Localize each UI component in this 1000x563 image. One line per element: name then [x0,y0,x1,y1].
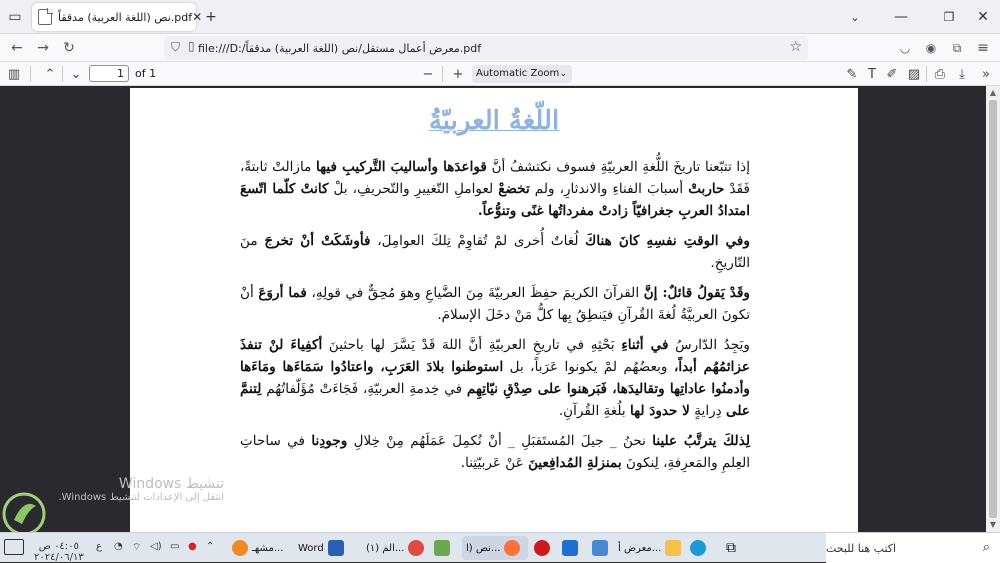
volume-icon[interactable]: ◁) [150,541,162,552]
page-count-label: of 1 [135,67,157,80]
text-run: ويَجِدُ الدّارسُ [668,337,751,353]
document-paragraph [240,430,750,474]
bookmark-star-icon[interactable]: ☆ [789,39,802,55]
document-paragraph [240,156,750,222]
scroll-down-icon[interactable]: ▼ [989,520,997,529]
back-icon[interactable]: ← [11,40,23,56]
paint-icon[interactable] [434,536,454,560]
antivirus-icon[interactable]: ● [188,541,197,552]
app-icon [232,540,248,556]
text-run: نحنُ _ جيلَ المُستَقبَلِ _ أنْ نُكمِلَ عَمَلَهُم مِنْ خِلالِ [347,433,653,449]
opera-icon[interactable] [534,536,554,560]
bold-text-run: أكفِياءَ لنْ تنفذَ عزائمُهُم أبداً، [240,337,750,375]
tab-title: نص (اللغة العربية) مدققاً.pdf [58,10,193,24]
tab-list-icon[interactable]: ▭ [8,9,22,25]
taskbar-search[interactable] [826,533,1000,563]
app-menu-icon[interactable]: ≡ [977,40,989,56]
app-icon [592,540,608,556]
activation-subtitle: انتقل إلى الإعدادات لتنشيط Windows. [58,492,224,503]
text-run: وبعضُهُم لمْ يكونوا عَرَباً، بل [503,359,674,375]
document-body [240,156,750,482]
account-icon[interactable]: ◉ [925,41,937,55]
bold-text-run: وفي الوقتِ نفسِهِ كانَ هناكَ [585,233,750,249]
clock[interactable] [34,541,84,563]
task-view-icon[interactable]: ⧉ [726,540,736,556]
chevron-down-icon: ⌄ [559,69,567,79]
forward-icon[interactable]: → [37,40,49,56]
bold-text-run: لا حدودَ لها [630,403,690,419]
bold-text-run: لِذلكَ يترتَّبُ علينا [652,433,750,449]
pdf-file-icon [38,9,52,25]
bold-text-run: وجودِنا [311,433,348,449]
taskbar-app-5[interactable] [232,536,283,560]
edge-icon[interactable] [690,536,710,560]
document-paragraph [240,282,750,326]
document-title: اللّغةُ العربيّةُ [428,106,560,136]
vertical-scrollbar[interactable] [986,86,1000,532]
text-run: أسبابَ الفناءِ والاندثارِ، ولم [529,181,689,197]
search-icon: ⌕ [982,540,990,555]
taskbar-app-label: (١) الم... [366,542,405,554]
text-run: لُغاتٌ أُخرى لمْ تُقاوِمْ تِلكَ العوامِلَ، [370,233,586,249]
text-run: دِرايةٍ [689,403,727,419]
browser-tab[interactable] [32,3,203,31]
store-icon[interactable] [592,536,612,560]
close-tab-icon[interactable]: ✕ [192,10,203,24]
taskbar-app-label: نص (ا... [466,542,501,554]
reload-icon[interactable]: ↻ [63,40,75,56]
print-icon[interactable]: ⎙ [934,66,946,82]
text-run: مازالتْ ثابتةً، فَقَدْ [240,159,750,197]
text-tool-icon[interactable]: T [868,66,876,82]
app-icon [690,540,706,556]
taskbar-explorer[interactable] [618,536,685,560]
mail-icon[interactable] [562,536,582,560]
bold-text-run: كانتْ كلّما اتّسعَ امتدادُ العربِ جغرافيّاً زادتْ مفرداتُها غنًى وتنوُّعاً. [240,181,750,219]
bold-text-run: بمنزلةِ المُدافِعينَ [528,455,622,471]
pocket-icon[interactable]: ◡ [899,41,911,55]
list-all-tabs-icon[interactable]: ⌄ [850,10,860,24]
text-run: إذا تتبّعنا تاريخَ اللُّغةِ العربيّةِ فسوف نكتشفُ أنَّ [486,159,750,175]
bold-text-run: تخضعْ [498,181,530,197]
windows-taskbar [0,532,1000,562]
bold-text-run: فما أروَعَ [258,285,307,301]
activation-title: تنشيط Windows [118,476,224,492]
watermark-logo-icon [0,490,50,534]
shield-icon[interactable]: ⛉ [171,40,181,54]
zoom-value: Automatic Zoom [476,68,560,79]
draw-icon[interactable]: ✐ [886,66,898,82]
word-icon [328,540,344,556]
save-icon[interactable]: ⤓ [959,66,965,82]
folder-icon [665,540,681,556]
next-page-icon[interactable]: ⌄ [70,66,82,82]
bold-text-run: استوطنوا بلادَ العَرَبِ، واعتادُوا سَمَاءَها ومَاءَها وأدمنُوا عاداتِها وتقاليدَها، فَبَرهنوا على صِدْقِ نيّاتِهِم [240,359,750,397]
bold-text-run: قواعدَها وأساليبَ التَّركيبِ فيها [316,159,487,175]
taskbar-app-label: معرض أ... [618,542,662,554]
taskbar-app-label: Word [298,542,324,554]
app-icon [562,540,578,556]
zoom-select[interactable] [472,65,572,83]
clock-date: ٢٠٢٤/٠٦/١٣ [34,552,84,563]
page-icon: ▯ [188,39,195,53]
windows-activation-notice [50,476,224,503]
firefox-icon [504,540,520,556]
search-placeholder: اكتب هنا للبحث [826,541,897,555]
more-tools-icon[interactable]: » [982,66,990,82]
taskbar-app-3[interactable] [366,536,428,560]
navigation-bar [0,34,1000,62]
previous-page-icon[interactable]: ⌃ [44,66,56,82]
wifi-icon[interactable]: ⌔ [132,542,142,553]
zoom-in-icon[interactable]: + [452,66,464,82]
text-run: بلُغةِ القُرآنِ. [558,403,630,419]
image-icon[interactable]: ▨ [907,66,921,82]
bold-text-run: لِتنمَّ على [240,381,750,419]
highlight-icon[interactable]: ✎ [846,66,858,82]
bold-text-run: وقَدْ يَقولُ قائلٌ: إنَّ [643,285,751,301]
input-language-indicator[interactable]: ع [96,541,102,552]
browser-tab-strip [0,0,1000,34]
restore-button[interactable]: ❐ [943,10,955,24]
app-icon [534,540,550,556]
bold-text-run: فأوشَكَتْ أنْ تخرجَ [264,233,371,249]
battery-icon[interactable]: ▭ [170,541,180,552]
document-paragraph [240,334,750,422]
network-icon[interactable]: ◔ [114,541,123,552]
text-run: بَحْثِهِ في تاريخِ العربيّةِ أنَّ اللهَ قَدْ يَسَّرَ لها باحثينَ [322,337,622,353]
scroll-thumb[interactable] [989,100,997,518]
pdf-toolbar [0,62,1000,86]
document-paragraph [240,230,750,274]
text-run: منَ التّاريخِ. [240,233,750,271]
text-run: لعواملِ التّغييرِ والتّحريفِ، بلْ [328,181,499,197]
taskbar-firefox[interactable] [462,536,528,560]
clock-time: ٠٤:٠٥ ص [38,541,79,552]
show-hidden-icons[interactable]: ⌃ [206,541,215,552]
text-run: في خِدمةِ العربيّةِ، فَجَاءَتْ مُؤَلّفاتُهُم [261,381,467,397]
sidebar-toggle-icon[interactable]: ▥ [7,66,21,82]
text-run: عَنْ عَربيّتِنا. [460,455,529,471]
bold-text-run: حاربتْ [688,181,725,197]
minimize-button[interactable]: — [894,9,908,25]
chrome-icon [408,540,424,556]
text-run: أنْ تكونَ العربيَّةُ لُغةَ القُرآنِ فيَنطِقُ بِها كلُّ مَنْ دخَلَ الإسلامَ. [240,285,750,323]
text-run: في ساحاتِ العِلمِ والمَعرِفةِ، لِنكونَ [240,433,750,471]
page-number-input[interactable]: 1 [89,65,129,82]
app-icon [434,540,450,556]
scroll-up-icon[interactable]: ▲ [989,88,997,97]
address-bar[interactable] [164,36,808,60]
bold-text-run: في أثناءِ [621,337,669,353]
close-window-button[interactable]: ✕ [977,9,989,25]
text-run: القرآنَ الكريمَ حفِظَ العربيّةَ مِنَ الضَّياعِ وهوَ مُحِقٌّ في قولِهِ، [306,285,644,301]
taskbar-app-label: مشهـ... [252,542,284,554]
notifications-icon[interactable] [4,539,24,555]
url-text: file:///D:/معرض أعمال مستقل/نص (اللغة العربية) مدققاً.pdf [198,41,482,55]
new-tab-button[interactable]: + [205,9,217,25]
taskbar-word[interactable] [298,536,348,560]
zoom-out-icon[interactable]: − [422,66,434,82]
extensions-icon[interactable]: ⧉ [952,40,962,55]
